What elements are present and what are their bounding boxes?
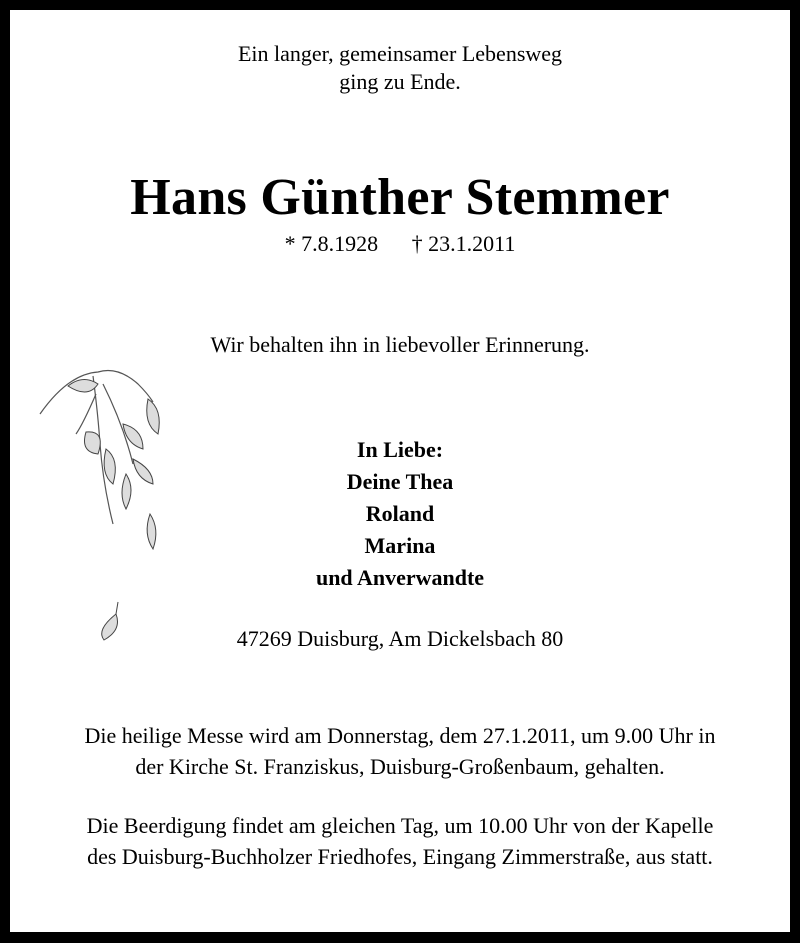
memory-line: Wir behalten ihn in liebevoller Erinnerung. — [210, 332, 590, 357]
burial-line-2: des Duisburg-Buchholzer Friedhofes, Eingang Zimmerstraße, aus statt. — [87, 844, 713, 869]
single-leaf-icon — [94, 600, 124, 644]
family-line: In Liebe: — [356, 437, 444, 462]
intro-text — [10, 40, 790, 96]
life-dates — [10, 231, 790, 257]
family-line: Roland — [365, 501, 435, 526]
intro-line-2: ging zu Ende. — [339, 69, 461, 94]
mass-info — [10, 720, 790, 782]
death-date: † 23.1.2011 — [411, 231, 516, 256]
family-line: Marina — [364, 533, 436, 558]
mass-line-1: Die heilige Messe wird am Donnerstag, dem 27.1.2011, um 9.00 Uhr in — [84, 723, 716, 748]
obituary-page — [10, 10, 790, 932]
birch-branch-icon — [38, 354, 168, 554]
mass-line-2: der Kirche St. Franziskus, Duisburg-Großenbaum, gehalten. — [135, 754, 665, 779]
family-line: Deine Thea — [346, 469, 454, 494]
family-line: und Anverwandte — [315, 565, 485, 590]
address: 47269 Duisburg, Am Dickelsbach 80 — [236, 626, 564, 651]
burial-info — [10, 810, 790, 872]
burial-line-1: Die Beerdigung findet am gleichen Tag, um 10.00 Uhr von der Kapelle — [86, 813, 714, 838]
intro-line-1: Ein langer, gemeinsamer Lebensweg — [237, 41, 563, 66]
birth-date: * 7.8.1928 — [284, 231, 379, 256]
deceased-name: Hans Günther Stemmer — [130, 169, 670, 226]
